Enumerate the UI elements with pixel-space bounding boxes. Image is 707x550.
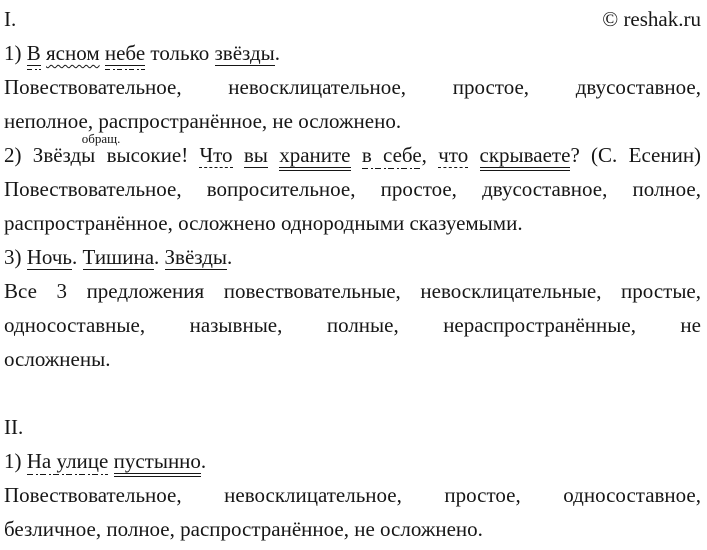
subject-word: Тишина — [82, 245, 155, 269]
subject-word: Звёзды — [164, 245, 227, 269]
analysis-text: Повествовательное, вопросительное, простое, двусоставное, полное, — [4, 177, 701, 201]
analysis-text: осложнены. — [4, 347, 111, 371]
plain-text: . — [72, 245, 83, 269]
adverbial-phrase: в себе — [361, 143, 422, 167]
predicate-word: пустынно — [114, 449, 201, 477]
plain-text: , — [421, 143, 439, 167]
sentence-4 — [4, 444, 701, 478]
sentence-number: 3) — [4, 245, 27, 269]
object-word: что — [438, 143, 469, 167]
analysis-4-line-2 — [4, 512, 701, 546]
analysis-text: распространённое, осложнено однородными сказуемыми. — [4, 211, 523, 235]
analysis-text: неполное, распространённое, не осложнено. — [4, 109, 402, 133]
plain-text: только — [145, 41, 215, 65]
analysis-text: Повествовательное, невосклицательное, простое, односоставное, — [4, 483, 701, 507]
analysis-text: Повествовательное, невосклицательное, простое, двусоставное, — [4, 75, 701, 99]
analysis-1-line-1 — [4, 70, 701, 104]
analysis-3-line-3 — [4, 342, 701, 376]
analysis-3-line-2 — [4, 308, 701, 342]
addressee-phrase — [32, 131, 182, 167]
sentence-1 — [4, 36, 701, 70]
analysis-3-line-1 — [4, 274, 701, 308]
plain-text: ! — [181, 143, 200, 167]
page-header — [4, 2, 701, 36]
section-label-2: II. — [4, 415, 24, 439]
sentence-number: 1) — [4, 449, 27, 473]
blank-line — [4, 376, 701, 410]
analysis-4-line-1 — [4, 478, 701, 512]
adverbial-word: небе — [105, 41, 145, 70]
analysis-text: безличное, полное, распространённое, не осложнено. — [4, 517, 483, 541]
addressee-label: обращ. — [81, 131, 121, 146]
section-label-1: I. — [4, 7, 17, 31]
adverbial-word: В — [27, 41, 41, 70]
subject-word: вы — [243, 143, 268, 167]
predicate-word: скрываете — [480, 143, 571, 171]
sentence-2 — [4, 131, 702, 172]
attribute-word: ясном — [46, 41, 100, 65]
analysis-text: Все 3 предложения повествовательные, невосклицательные, простые, — [4, 279, 701, 303]
plain-text: . — [154, 245, 165, 269]
section-2-header — [4, 410, 701, 444]
sentence-3 — [4, 240, 701, 274]
sentence-number: 2) — [4, 143, 33, 167]
plain-text: . — [274, 41, 280, 65]
adverbial-phrase: На улице — [26, 449, 109, 473]
subject-word: Ночь — [26, 245, 73, 269]
plain-text: ? (С. Есенин) — [570, 143, 702, 167]
subject-word: звёзды — [214, 41, 275, 65]
object-word: Что — [199, 143, 233, 167]
plain-text: . — [227, 245, 233, 269]
analysis-2-line-1 — [4, 172, 701, 206]
analysis-2-line-2 — [4, 206, 701, 240]
addressee-text: Звёзды высокие — [32, 143, 182, 167]
sentence-number: 1) — [4, 41, 27, 65]
predicate-word: храните — [279, 143, 350, 171]
analysis-text: односоставные, назывные, полные, нераспространённые, не — [4, 313, 701, 337]
plain-text: . — [200, 449, 207, 473]
watermark: © reshak.ru — [602, 7, 701, 31]
